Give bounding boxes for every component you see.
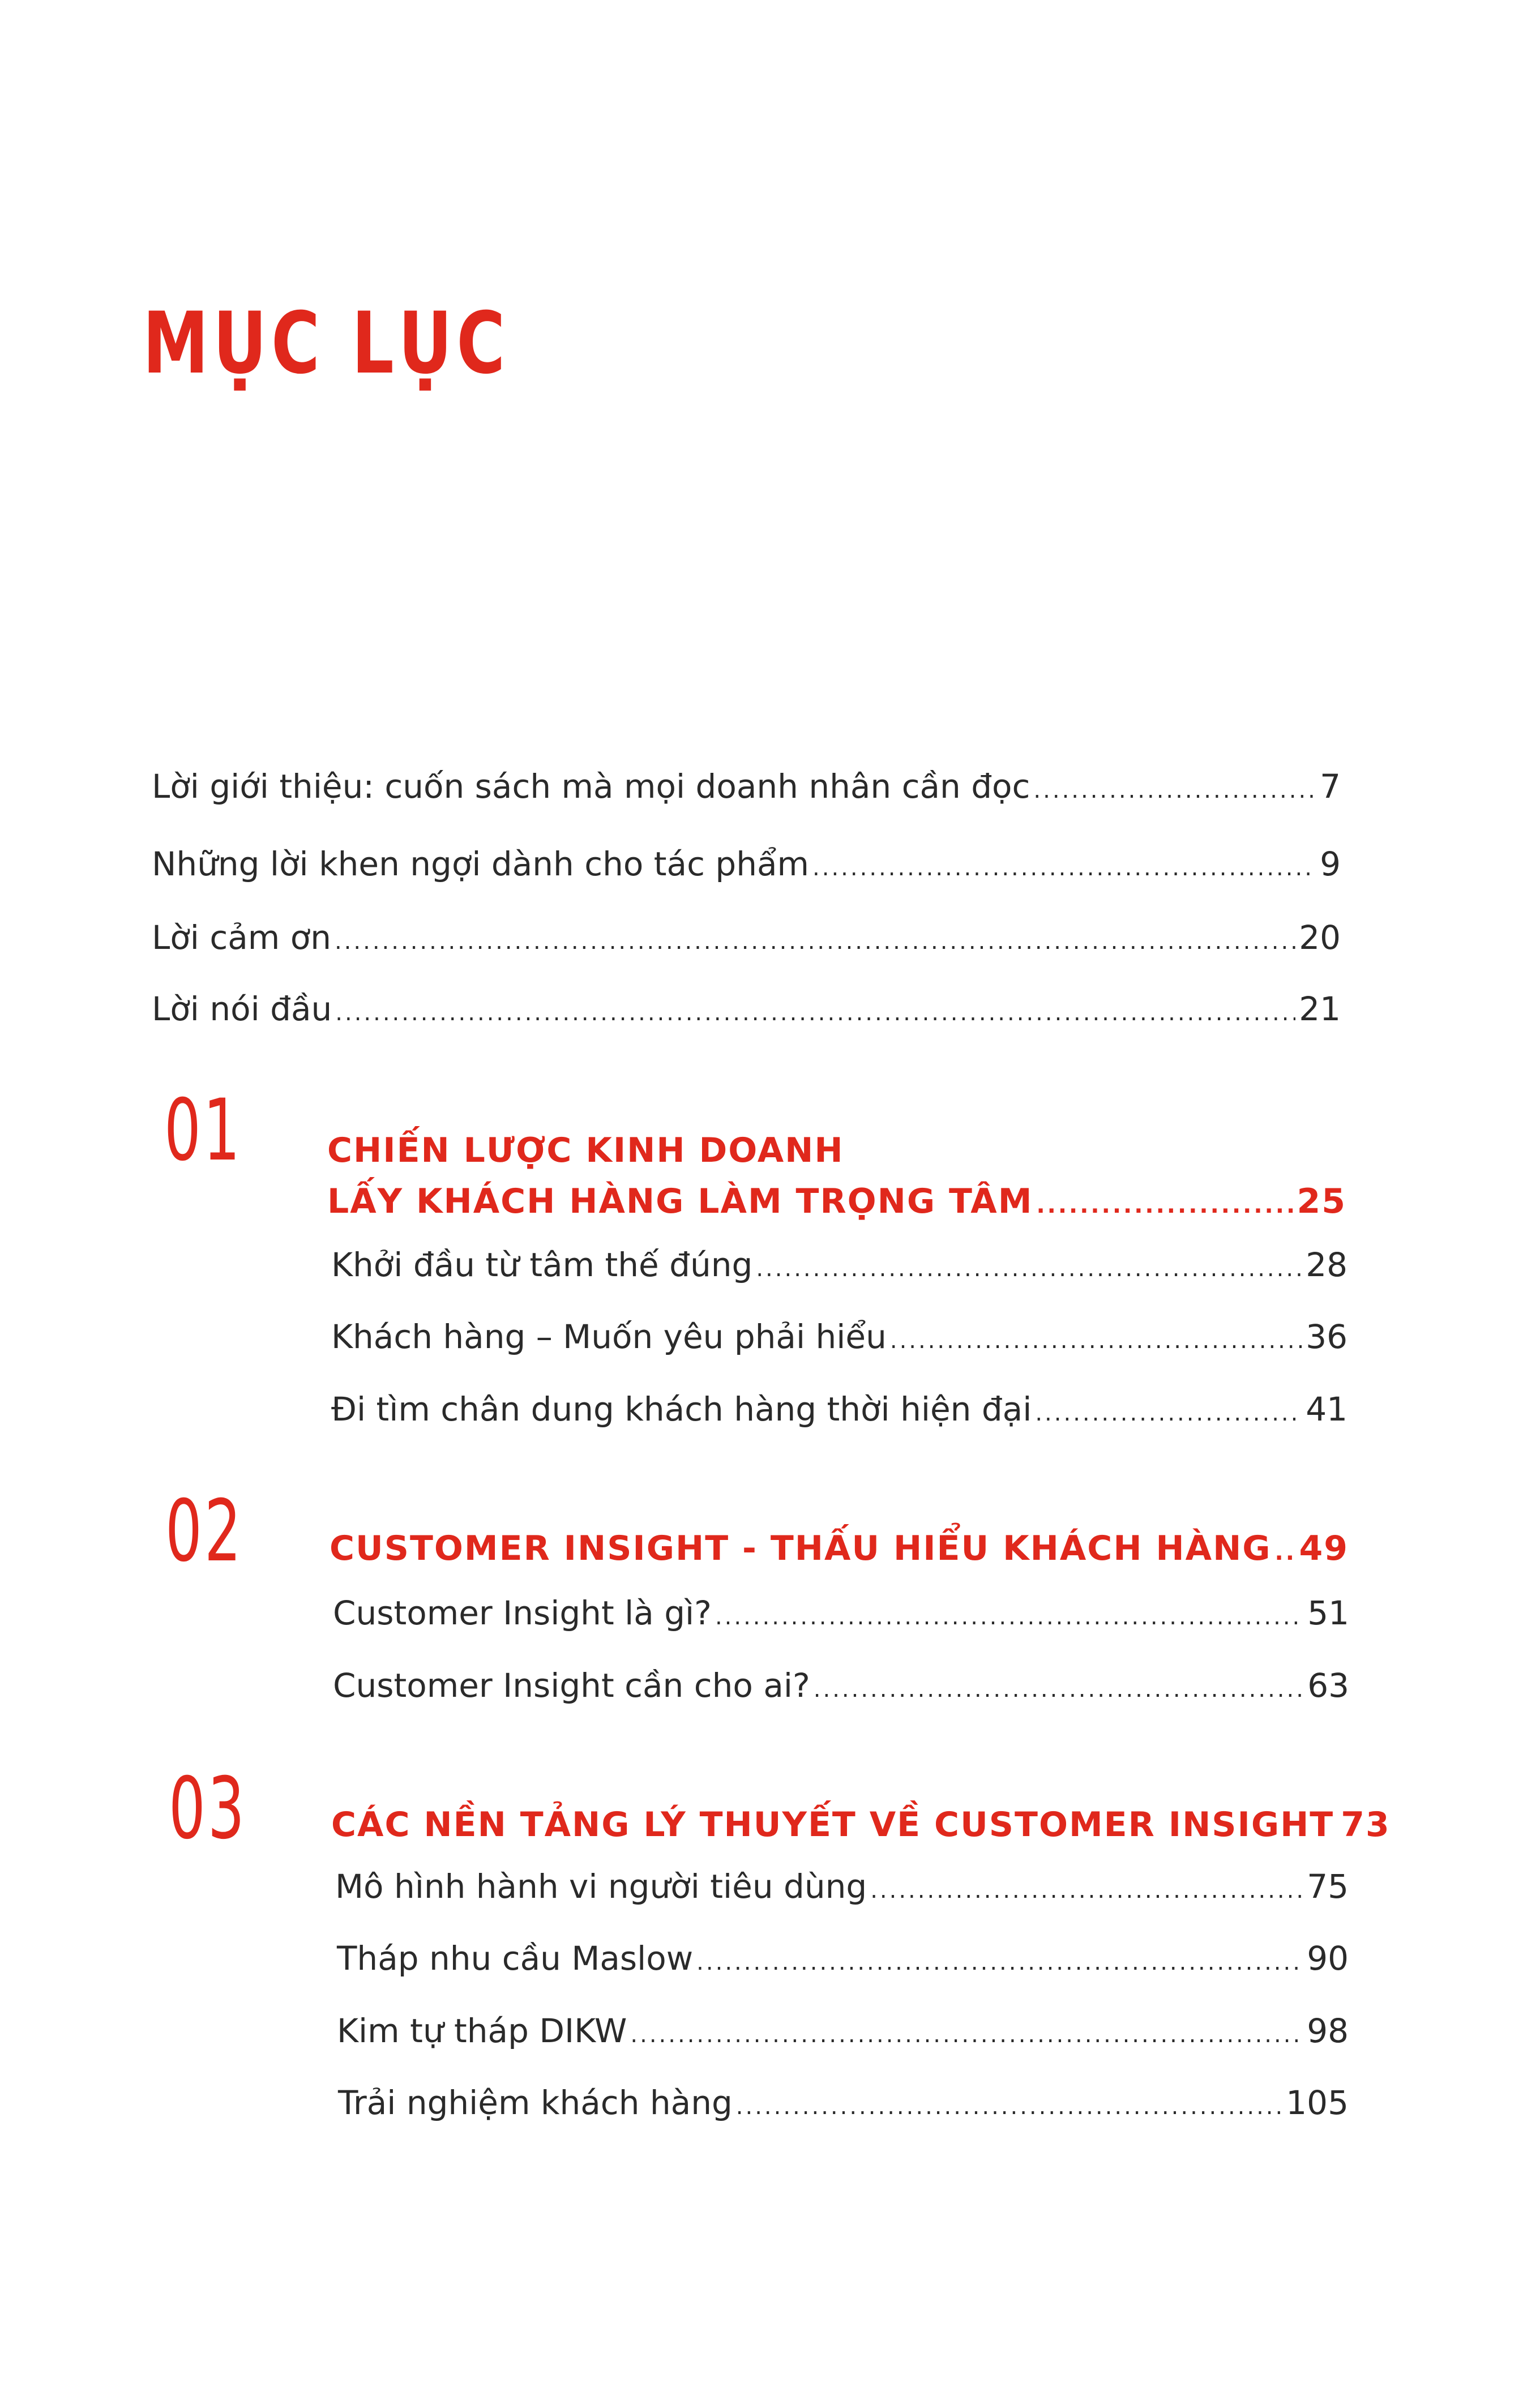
entry-label: Mô hình hành vi người tiêu dùng [335, 1867, 867, 1906]
toc-entry-preface[interactable] [152, 990, 1341, 1028]
toc-entry-section[interactable] [331, 1317, 1348, 1356]
entry-page: 9 [1320, 845, 1341, 883]
chapter-number: 03 [169, 1760, 247, 1858]
page-title: MỤC LỤC [143, 294, 510, 393]
dot-leader [630, 2022, 1303, 2048]
entry-label: Customer Insight là gì? [333, 1594, 712, 1632]
dot-leader [1036, 1192, 1293, 1218]
entry-page: 105 [1286, 2083, 1349, 2122]
chapter-number: 02 [165, 1482, 243, 1581]
entry-page: 36 [1306, 1317, 1348, 1356]
entry-page: 25 [1297, 1182, 1346, 1221]
dot-leader [335, 1000, 1295, 1026]
entry-label: Khởi đầu từ tâm thế đúng [331, 1246, 753, 1284]
entry-page: 98 [1307, 2012, 1349, 2050]
entry-label: Lời cảm ơn [152, 918, 331, 957]
dot-leader [890, 1328, 1302, 1354]
entry-label: Khách hàng – Muốn yêu phải hiểu [331, 1317, 887, 1356]
toc-entry-introduction[interactable] [152, 767, 1341, 806]
entry-label: Trải nghiệm khách hàng [338, 2083, 733, 2122]
entry-label: Lời giới thiệu: cuốn sách mà mọi doanh nhân cần đọc [152, 767, 1030, 806]
entry-label: Những lời khen ngợi dành cho tác phẩm [152, 845, 810, 883]
toc-entry-section[interactable] [335, 1867, 1349, 1906]
dot-leader [715, 1604, 1304, 1630]
toc-entry-praise[interactable] [152, 845, 1341, 883]
chapter-number: 01 [164, 1081, 242, 1180]
toc-entry-section[interactable] [333, 1666, 1349, 1705]
chapter-heading: CUSTOMER INSIGHT - THẤU HIỂU KHÁCH HÀNG [330, 1529, 1272, 1568]
entry-label: Kim tự tháp DIKW [337, 2012, 627, 2050]
entry-page: 73 [1341, 1805, 1391, 1845]
dot-leader [812, 855, 1316, 881]
entry-label: Tháp nhu cầu Maslow [337, 1939, 694, 1978]
toc-entry-chapter-3[interactable] [331, 1805, 1391, 1845]
chapter-heading: CÁC NỀN TẢNG LÝ THUYẾT VỀ CUSTOMER INSIGHT [331, 1805, 1334, 1845]
dot-leader [756, 1256, 1302, 1282]
entry-page: 49 [1299, 1529, 1349, 1568]
entry-label: Lời nói đầu [152, 990, 332, 1028]
entry-label: Customer Insight cần cho ai? [333, 1666, 810, 1705]
chapter-heading-line1: CHIẾN LƯỢC KINH DOANH [327, 1131, 844, 1170]
dot-leader [1033, 777, 1316, 803]
entry-page: 7 [1320, 767, 1341, 806]
entry-label: Đi tìm chân dung khách hàng thời hiện đại [331, 1390, 1032, 1428]
toc-entry-chapter-2[interactable] [330, 1529, 1349, 1568]
entry-page: 51 [1307, 1594, 1349, 1632]
dot-leader [870, 1877, 1303, 1903]
toc-entry-acknowledgements[interactable] [152, 918, 1341, 957]
entry-page: 28 [1306, 1246, 1348, 1284]
chapter-heading: LẤY KHÁCH HÀNG LÀM TRỌNG TÂM [327, 1182, 1033, 1221]
entry-page: 90 [1307, 1939, 1349, 1978]
toc-entry-section[interactable] [337, 2012, 1349, 2050]
toc-entry-section[interactable] [333, 1594, 1349, 1632]
entry-page: 75 [1307, 1867, 1349, 1906]
dot-leader [814, 1676, 1304, 1702]
entry-page: 21 [1299, 990, 1341, 1028]
toc-entry-section[interactable] [331, 1246, 1348, 1284]
toc-entry-section[interactable] [331, 1390, 1348, 1428]
entry-page: 41 [1306, 1390, 1348, 1428]
dot-leader [696, 1949, 1303, 1975]
dot-leader [1035, 1400, 1302, 1426]
entry-page: 63 [1307, 1666, 1349, 1705]
dot-leader [335, 929, 1295, 955]
toc-entry-section[interactable] [338, 2083, 1349, 2122]
dot-leader [1275, 1539, 1296, 1565]
entry-page: 20 [1299, 918, 1341, 957]
dot-leader [736, 2094, 1283, 2120]
toc-entry-chapter-1[interactable] [327, 1182, 1346, 1221]
toc-entry-section[interactable] [337, 1939, 1349, 1978]
